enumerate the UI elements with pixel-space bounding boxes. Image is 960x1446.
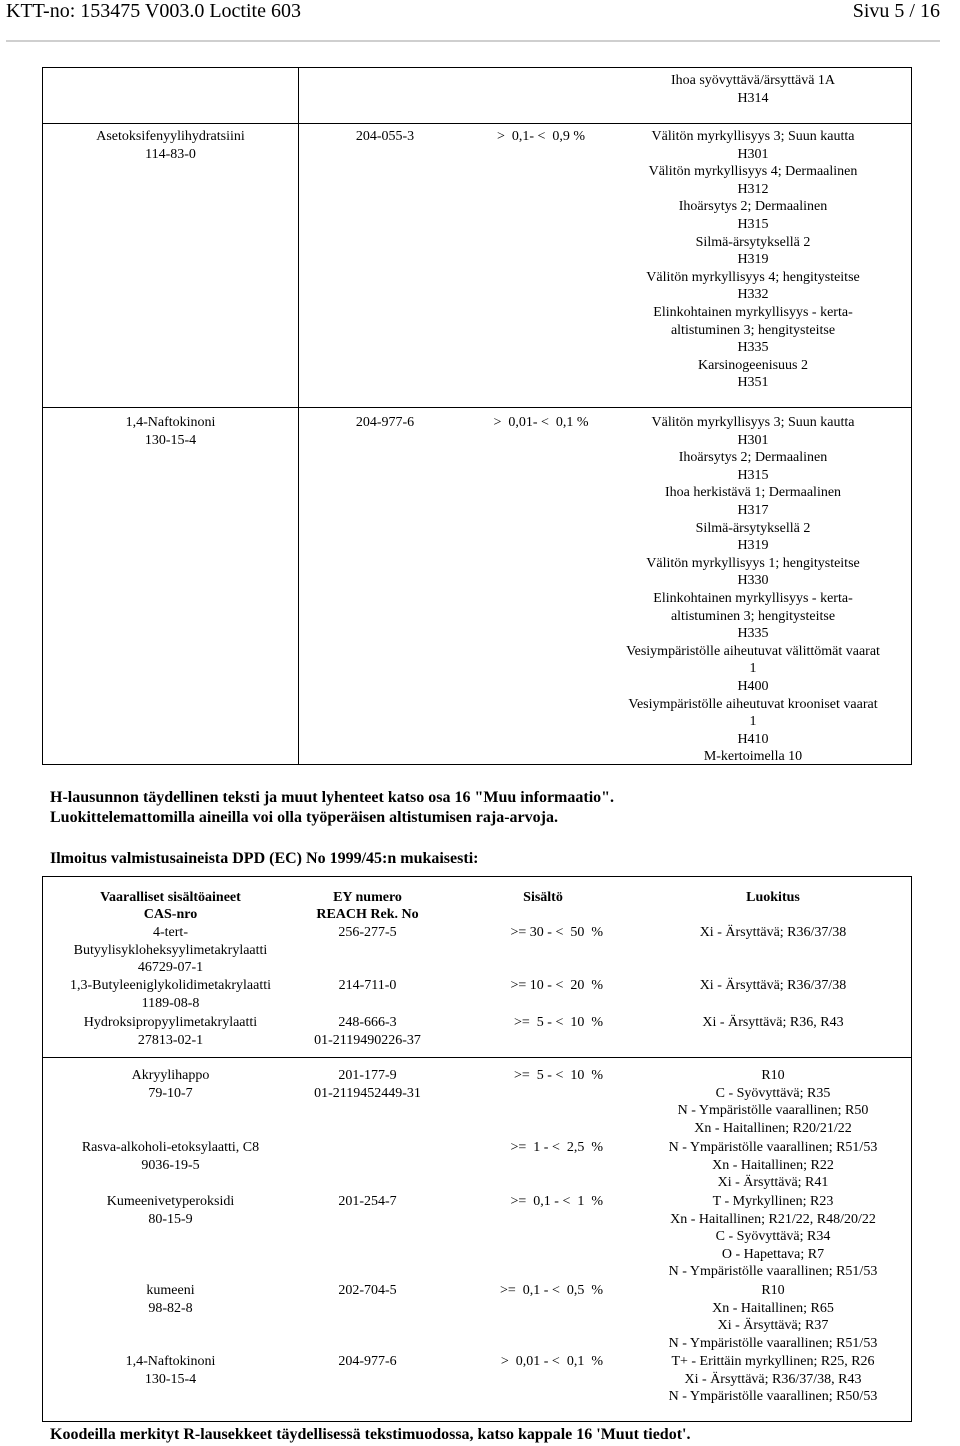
text-line: 9036-19-5 (141, 1157, 200, 1173)
text-line: Silmä-ärsytyksellä 2 (695, 234, 811, 250)
ec-number (305, 1014, 430, 1049)
text-line: kumeeni (146, 1283, 195, 1298)
risk-classification (633, 1282, 913, 1352)
hazard-classification (598, 128, 908, 392)
text-line: altistuminen 3; hengitysteitse (670, 322, 836, 338)
text-line: 201-254-7 (338, 1194, 397, 1209)
text-line: altistuminen 3; hengitysteitse (670, 608, 836, 624)
header-content: Sisältö (523, 890, 563, 905)
text-line: 130-15-4 (144, 432, 197, 448)
content-range: >= 5 - < 10 % (513, 1015, 603, 1030)
text-line: 01-2119490226-37 (314, 1032, 421, 1048)
text-line: 1,4-Naftokinoni (125, 1354, 216, 1369)
row-divider (43, 1057, 911, 1058)
column-divider (298, 68, 299, 764)
text-line: 4-tert- (153, 925, 188, 940)
text-line: Ihoärsytys 2; Dermaalinen (678, 199, 828, 215)
text-line: Xn - Haitallinen; R65 (712, 1300, 834, 1316)
text-line: Karsinogeenisuus 2 (697, 357, 809, 373)
text-line: H351 (737, 375, 769, 391)
text-line: H330 (737, 573, 769, 589)
ec-number (305, 1067, 430, 1102)
text-line: Silmä-ärsytyksellä 2 (695, 520, 811, 536)
text-line: Xi - Ärsyttävä; R36/37/38 (699, 925, 847, 940)
text-line: H315 (737, 216, 769, 232)
text-line: Xi - Ärsyttävä; R36/37/38 (699, 978, 847, 993)
text-line: 202-704-5 (338, 1283, 397, 1298)
text-line: H317 (737, 502, 769, 518)
text-line: N - Ympäristölle vaarallinen; R50 (677, 1103, 869, 1119)
text-line: 204-977-6 (338, 1354, 397, 1369)
header-classification: Luokitus (746, 890, 800, 905)
text-line: 46729-07-1 (137, 960, 204, 976)
text-line: N - Ympäristölle vaarallinen; R51/53 (668, 1264, 878, 1280)
text-line: R10 (761, 1283, 785, 1298)
text-line: Vesiympäristölle aiheutuvat krooniset vaarat (628, 696, 878, 712)
h-statement-note: H-lausunnon täydellinen teksti ja muut lyhenteet katso osa 16 "Muu informaatio". (50, 789, 615, 806)
text-line: Vaaralliset sisältöaineet (100, 890, 241, 905)
text-line: 114-83-0 (145, 146, 196, 162)
substance-name (63, 414, 278, 449)
text-line: Vesiympäristölle aiheutuvat välittömät vaarat (626, 643, 880, 659)
risk-classification (633, 924, 913, 942)
text-line: CAS-nro (143, 907, 198, 922)
substance-name (63, 977, 278, 1012)
risk-classification (633, 1014, 913, 1032)
text-line: Välitön myrkyllisyys 4; hengitysteitse (646, 269, 860, 285)
text-line: H312 (737, 181, 769, 197)
text-line: Akryylihappo (131, 1068, 210, 1083)
row-divider (43, 123, 911, 124)
risk-classification (633, 1353, 913, 1406)
text-line: 1 (749, 661, 757, 677)
ec-number (305, 1282, 430, 1300)
concentration: > 0,1- < 0,9 % (496, 129, 586, 144)
content-range: >= 0,1 - < 1 % (510, 1194, 603, 1209)
text-line: H314 (737, 90, 769, 106)
row-divider (43, 407, 911, 408)
risk-classification (633, 977, 913, 995)
substance-name (63, 1193, 278, 1228)
ec-number (305, 1193, 430, 1211)
text-line: 1,4-Naftokinoni (125, 415, 216, 430)
text-line: Välitön myrkyllisyys 4; Dermaalinen (648, 164, 858, 180)
ec-number (305, 924, 430, 942)
text-line: Ihoa herkistävä 1; Dermaalinen (664, 485, 842, 501)
content-range: >= 10 - < 20 % (510, 978, 603, 993)
substance-name (63, 128, 278, 163)
text-line: Välitön myrkyllisyys 3; Suun kautta (651, 415, 855, 430)
text-line: 27813-02-1 (137, 1032, 204, 1048)
substance-name (63, 1067, 278, 1102)
content-range: >= 30 - < 50 % (510, 925, 603, 940)
dpd-heading: Ilmoitus valmistusaineista DPD (EC) No 1999/45:n mukaisesti: (50, 850, 479, 867)
text-line: H301 (737, 146, 769, 162)
hazard-classification (598, 414, 908, 766)
text-line: 256-277-5 (338, 925, 397, 940)
substance-name (63, 1014, 278, 1049)
text-line: H410 (737, 731, 769, 747)
page-header (0, 0, 960, 30)
text-line: N - Ympäristölle vaarallinen; R51/53 (668, 1335, 878, 1351)
text-line: Välitön myrkyllisyys 3; Suun kautta (651, 129, 855, 144)
text-line: 80-15-9 (148, 1211, 193, 1227)
ec-number: 204-977-6 (355, 415, 415, 430)
text-line: H319 (737, 538, 769, 554)
text-line: Ihoa syövyttävä/ärsyttävä 1A (670, 73, 836, 88)
text-line: N - Ympäristölle vaarallinen; R51/53 (668, 1140, 878, 1155)
ec-number (305, 1353, 430, 1371)
text-line: M-kertoimella 10 (703, 749, 803, 765)
text-line: 1,3-Butyleeniglykolidimetakrylaatti (69, 978, 271, 993)
text-line: C - Syövyttävä; R35 (715, 1085, 831, 1101)
text-line: Xi - Ärsyttävä; R37 (717, 1318, 829, 1334)
concentration: > 0,01- < 0,1 % (493, 415, 589, 430)
text-line: Elinkohtainen myrkyllisyys - kerta- (653, 304, 853, 320)
substance-name (63, 1139, 278, 1174)
text-line: 130-15-4 (144, 1371, 197, 1387)
risk-classification (633, 1139, 913, 1192)
text-line: 1189-08-8 (141, 995, 200, 1011)
header-ec-number (305, 889, 430, 923)
text-line: 214-711-0 (338, 978, 397, 993)
header-substances (63, 889, 278, 923)
text-line: Asetoksifenyylihydratsiini (96, 129, 245, 144)
text-line: Xn - Haitallinen; R20/21/22 (694, 1120, 852, 1136)
text-line: EY numero (333, 890, 402, 905)
text-line: REACH Rek. No (316, 907, 419, 922)
text-line: 201-177-9 (338, 1068, 397, 1083)
text-line: H335 (737, 626, 769, 642)
substance-name (63, 1353, 278, 1388)
content-range: >= 1 - < 2,5 % (510, 1140, 603, 1155)
text-line: 248-666-3 (338, 1015, 397, 1030)
text-line: H315 (737, 467, 769, 483)
text-line: N - Ympäristölle vaarallinen; R50/53 (668, 1389, 878, 1405)
text-line: Xn - Haitallinen; R22 (712, 1157, 834, 1173)
content-range: >= 0,1 - < 0,5 % (499, 1283, 603, 1298)
page-number: Sivu 5 / 16 (852, 0, 940, 22)
text-line: R10 (761, 1068, 785, 1083)
text-line: Xi - Ärsyttävä; R36/37/38, R43 (684, 1371, 862, 1387)
text-line: C - Syövyttävä; R34 (715, 1229, 831, 1245)
text-line: Välitön myrkyllisyys 1; hengitysteitse (646, 555, 860, 571)
text-line: 79-10-7 (148, 1085, 193, 1101)
dpd-classification-table (42, 876, 912, 1422)
risk-classification (633, 1067, 913, 1137)
substance-name (63, 1282, 278, 1317)
table1-top-classification (598, 72, 908, 107)
text-line: Ihoärsytys 2; Dermaalinen (678, 450, 828, 466)
text-line: Kumeenivetyperoksidi (106, 1194, 235, 1209)
text-line: H301 (737, 432, 769, 448)
text-line: T - Myrkyllinen; R23 (712, 1194, 834, 1209)
text-line: Xi - Ärsyttävä; R36, R43 (702, 1015, 844, 1030)
ec-number: 204-055-3 (355, 129, 415, 144)
text-line: H319 (737, 252, 769, 268)
text-line: T+ - Erittäin myrkyllinen; R25, R26 (671, 1354, 875, 1369)
risk-classification (633, 1193, 913, 1281)
text-line: H335 (737, 340, 769, 356)
clp-classification-table (42, 67, 912, 765)
footer-note: Koodeilla merkityt R-lausekkeet täydellisessä tekstimuodossa, katso kappale 16 'Muut tiedot'. (50, 1426, 691, 1443)
substance-name (63, 924, 278, 977)
text-line: 01-2119452449-31 (314, 1085, 421, 1101)
content-range: > 0,01 - < 0,1 % (500, 1354, 603, 1369)
text-line: Elinkohtainen myrkyllisyys - kerta- (653, 590, 853, 606)
text-line: 98-82-8 (148, 1300, 193, 1316)
header-divider (6, 40, 940, 42)
exposure-limit-note: Luokittelemattomilla aineilla voi olla työperäisen altistumisen raja-arvoja. (50, 809, 558, 826)
text-line: 1 (749, 714, 757, 730)
text-line: Hydroksipropyylimetakrylaatti (83, 1015, 258, 1030)
text-line: Xn - Haitallinen; R21/22, R48/20/22 (670, 1211, 876, 1227)
text-line: H332 (737, 287, 769, 303)
ec-number (305, 977, 430, 995)
text-line: O - Hapettava; R7 (721, 1246, 825, 1262)
text-line: Xi - Ärsyttävä; R41 (717, 1175, 829, 1191)
document-id: KTT-no: 153475 V003.0 Loctite 603 (6, 0, 301, 22)
text-line: Rasva-alkoholi-etoksylaatti, C8 (81, 1140, 260, 1155)
text-line: H400 (737, 678, 769, 694)
content-range: >= 5 - < 10 % (513, 1068, 603, 1083)
text-line: Butyylisykloheksyylimetakrylaatti (73, 942, 268, 958)
